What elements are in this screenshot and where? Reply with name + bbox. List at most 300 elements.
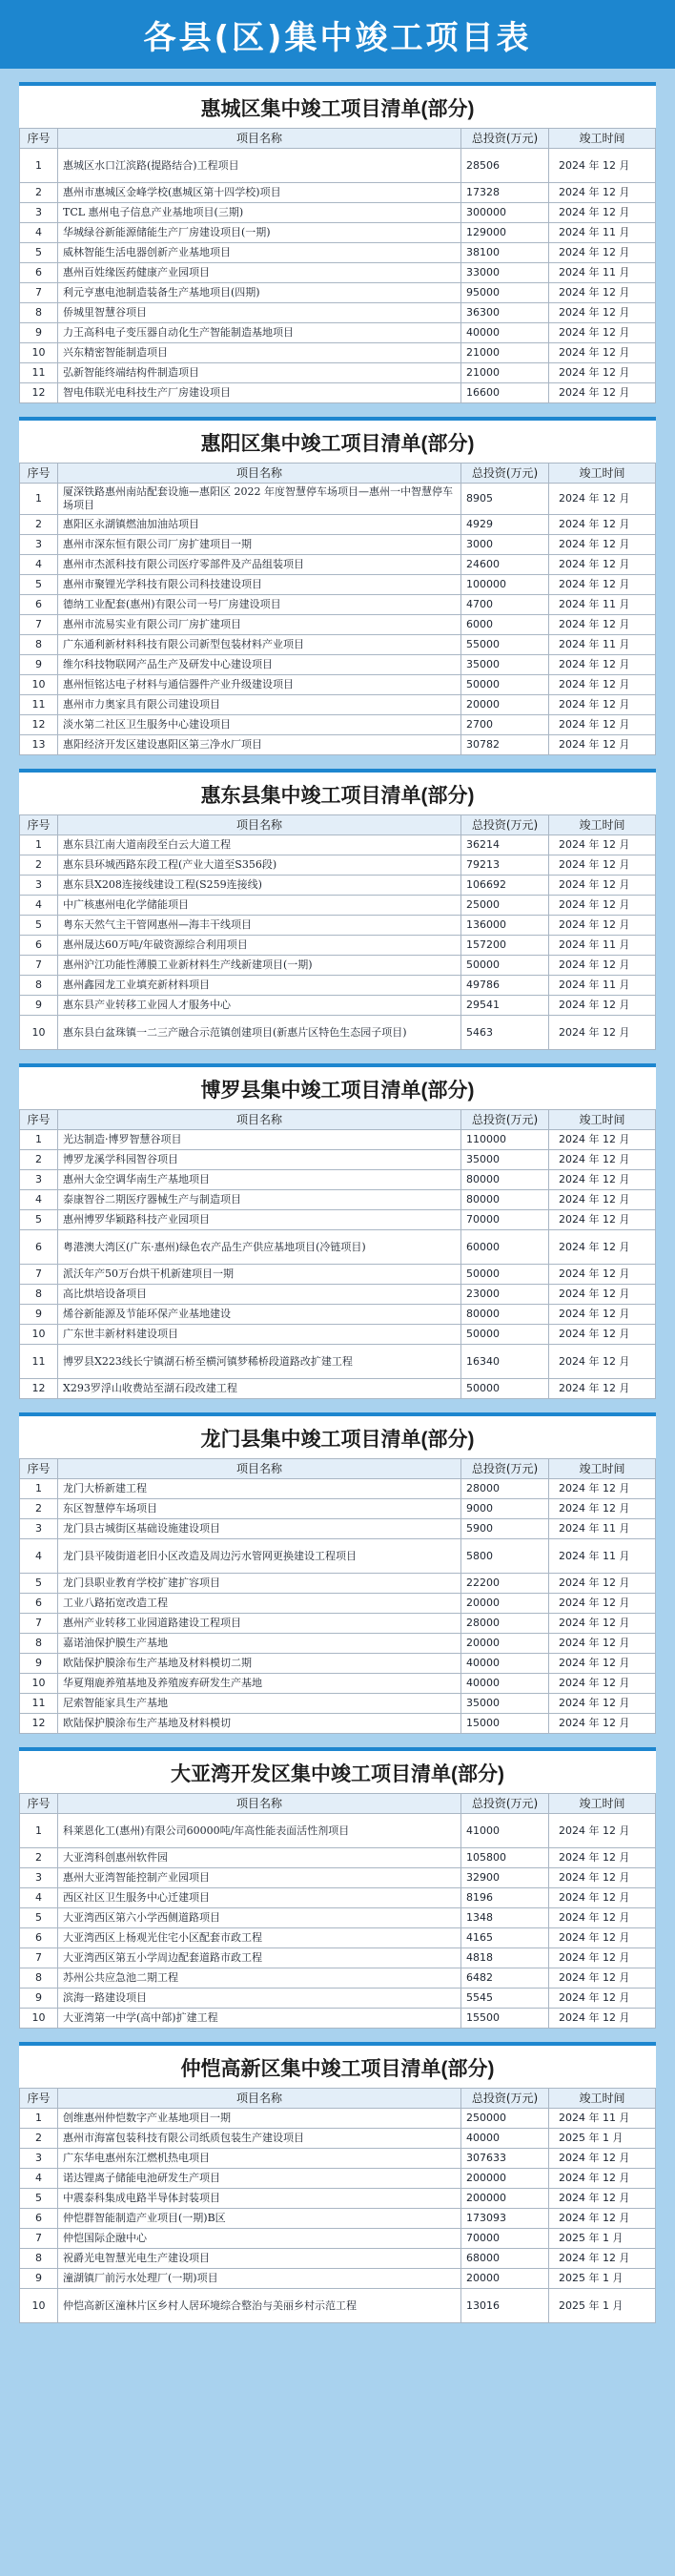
investment-amount: 50000 xyxy=(461,1379,549,1399)
investment-amount: 35000 xyxy=(461,655,549,675)
table-row xyxy=(20,2009,656,2029)
investment-amount: 36214 xyxy=(461,835,549,855)
column-header-investment-amount: 总投资(万元) xyxy=(461,464,549,484)
section-title: 大亚湾开发区集中竣工项目清单(部分) xyxy=(171,1763,504,1785)
project-table xyxy=(19,463,656,755)
section-card xyxy=(19,82,656,403)
completion-date: 2024 年 11 月 xyxy=(549,1539,656,1574)
row-index: 2 xyxy=(20,855,58,876)
completion-date: 2024 年 12 月 xyxy=(549,655,656,675)
completion-date: 2024 年 12 月 xyxy=(549,715,656,735)
completion-date: 2024 年 12 月 xyxy=(549,896,656,916)
section-title: 仲恺高新区集中竣工项目清单(部分) xyxy=(180,2058,495,2080)
table-row xyxy=(20,2249,656,2269)
table-row xyxy=(20,535,656,555)
section-title: 惠阳区集中竣工项目清单(部分) xyxy=(200,433,475,455)
row-index: 9 xyxy=(20,1305,58,1325)
column-header-completion-date: 竣工时间 xyxy=(549,464,656,484)
investment-amount: 6000 xyxy=(461,615,549,635)
investment-amount: 5463 xyxy=(461,1016,549,1050)
completion-date: 2024 年 12 月 xyxy=(549,855,656,876)
project-name: 大亚湾西区第六小学西侧道路项目 xyxy=(58,1908,461,1928)
project-name: 惠州市惠城区金峰学校(惠城区第十四学校)项目 xyxy=(58,183,461,203)
investment-amount: 25000 xyxy=(461,896,549,916)
investment-amount: 95000 xyxy=(461,283,549,303)
column-header-project-name: 项目名称 xyxy=(58,1459,461,1479)
investment-amount: 5800 xyxy=(461,1539,549,1574)
project-name: 仲恺国际企融中心 xyxy=(58,2229,461,2249)
table-row xyxy=(20,223,656,243)
investment-amount: 110000 xyxy=(461,1130,549,1150)
investment-amount: 8196 xyxy=(461,1888,549,1908)
row-index: 9 xyxy=(20,996,58,1016)
completion-date: 2025 年 1 月 xyxy=(549,2269,656,2289)
project-table xyxy=(19,1109,656,1399)
investment-amount: 6482 xyxy=(461,1968,549,1989)
table-row xyxy=(20,515,656,535)
table-row xyxy=(20,655,656,675)
project-name: 龙门县职业教育学校扩建扩容项目 xyxy=(58,1574,461,1594)
column-header-completion-date: 竣工时间 xyxy=(549,815,656,835)
completion-date: 2024 年 12 月 xyxy=(549,1130,656,1150)
table-row xyxy=(20,283,656,303)
completion-date: 2024 年 12 月 xyxy=(549,695,656,715)
table-row xyxy=(20,149,656,183)
project-name: 工业八路拓宽改造工程 xyxy=(58,1594,461,1614)
completion-date: 2024 年 12 月 xyxy=(549,956,656,976)
project-name: 惠州市海富包装科技有限公司纸质包装生产建设项目 xyxy=(58,2129,461,2149)
completion-date: 2024 年 12 月 xyxy=(549,1714,656,1734)
investment-amount: 100000 xyxy=(461,575,549,595)
completion-date: 2024 年 12 月 xyxy=(549,1614,656,1634)
completion-date: 2024 年 11 月 xyxy=(549,635,656,655)
row-index: 3 xyxy=(20,203,58,223)
completion-date: 2024 年 12 月 xyxy=(549,1016,656,1050)
project-name: 惠阳区永湖镇燃油加油站项目 xyxy=(58,515,461,535)
completion-date: 2024 年 12 月 xyxy=(549,203,656,223)
row-index: 4 xyxy=(20,555,58,575)
investment-amount: 35000 xyxy=(461,1694,549,1714)
completion-date: 2024 年 12 月 xyxy=(549,1654,656,1674)
row-index: 5 xyxy=(20,243,58,263)
row-index: 4 xyxy=(20,223,58,243)
table-row xyxy=(20,896,656,916)
table-row xyxy=(20,1016,656,1050)
row-index: 13 xyxy=(20,735,58,755)
completion-date: 2024 年 12 月 xyxy=(549,1479,656,1499)
investment-amount: 9000 xyxy=(461,1499,549,1519)
investment-amount: 129000 xyxy=(461,223,549,243)
row-index: 3 xyxy=(20,1519,58,1539)
project-name: 惠州沪江功能性薄膜工业新材料生产线新建项目(一期) xyxy=(58,956,461,976)
table-row xyxy=(20,1714,656,1734)
completion-date: 2024 年 12 月 xyxy=(549,2189,656,2209)
completion-date: 2024 年 12 月 xyxy=(549,515,656,535)
investment-amount: 60000 xyxy=(461,1230,549,1265)
sections-container xyxy=(0,82,675,2323)
completion-date: 2024 年 12 月 xyxy=(549,835,656,855)
table-row xyxy=(20,1928,656,1948)
row-index: 8 xyxy=(20,976,58,996)
investment-amount: 5900 xyxy=(461,1519,549,1539)
table-row xyxy=(20,1948,656,1968)
row-index: 5 xyxy=(20,1210,58,1230)
section-card xyxy=(19,2042,656,2323)
completion-date: 2024 年 12 月 xyxy=(549,363,656,383)
investment-amount: 80000 xyxy=(461,1170,549,1190)
table-row xyxy=(20,303,656,323)
investment-amount: 4929 xyxy=(461,515,549,535)
investment-amount: 21000 xyxy=(461,343,549,363)
completion-date: 2024 年 12 月 xyxy=(549,1150,656,1170)
project-name: 惠州博罗华颖路科技产业园项目 xyxy=(58,1210,461,1230)
investment-amount: 32900 xyxy=(461,1868,549,1888)
row-index: 7 xyxy=(20,1614,58,1634)
project-name: 科莱恩化工(惠州)有限公司60000吨/年高性能表面活性剂项目 xyxy=(58,1814,461,1848)
table-row xyxy=(20,1888,656,1908)
row-index: 2 xyxy=(20,515,58,535)
column-header-row-index: 序号 xyxy=(20,815,58,835)
table-row xyxy=(20,575,656,595)
project-name: 智电伟联光电科技生产厂房建设项目 xyxy=(58,383,461,403)
column-header-row-index: 序号 xyxy=(20,464,58,484)
investment-amount: 300000 xyxy=(461,203,549,223)
section-card xyxy=(19,1412,656,1734)
row-index: 10 xyxy=(20,1674,58,1694)
investment-amount: 307633 xyxy=(461,2149,549,2169)
completion-date: 2025 年 1 月 xyxy=(549,2129,656,2149)
completion-date: 2024 年 12 月 xyxy=(549,1230,656,1265)
column-header-investment-amount: 总投资(万元) xyxy=(461,1794,549,1814)
project-name: 泰康智谷二期医疗器械生产与制造项目 xyxy=(58,1190,461,1210)
table-row xyxy=(20,1499,656,1519)
column-header-row-index: 序号 xyxy=(20,129,58,149)
table-row xyxy=(20,595,656,615)
table-header-row xyxy=(20,464,656,484)
row-index: 10 xyxy=(20,1016,58,1050)
table-row xyxy=(20,1170,656,1190)
project-name: 兴东精密智能制造项目 xyxy=(58,343,461,363)
completion-date: 2024 年 11 月 xyxy=(549,976,656,996)
completion-date: 2024 年 12 月 xyxy=(549,303,656,323)
investment-amount: 157200 xyxy=(461,936,549,956)
investment-amount: 33000 xyxy=(461,263,549,283)
completion-date: 2024 年 12 月 xyxy=(549,243,656,263)
table-header-row xyxy=(20,1459,656,1479)
table-row xyxy=(20,263,656,283)
project-name: 惠州市聚锂光学科技有限公司科技建设项目 xyxy=(58,575,461,595)
completion-date: 2024 年 12 月 xyxy=(549,2169,656,2189)
row-index: 7 xyxy=(20,1265,58,1285)
project-name: 惠州大金空调华南生产基地项目 xyxy=(58,1170,461,1190)
row-index: 7 xyxy=(20,615,58,635)
completion-date: 2024 年 12 月 xyxy=(549,1285,656,1305)
table-row xyxy=(20,203,656,223)
column-header-completion-date: 竣工时间 xyxy=(549,2089,656,2109)
investment-amount: 79213 xyxy=(461,855,549,876)
section-card xyxy=(19,1063,656,1399)
project-name: 厦深铁路惠州南站配套设施—惠阳区 2022 年度智慧停车场项目—惠州一中智慧停车场项目 xyxy=(58,484,461,515)
row-index: 12 xyxy=(20,1714,58,1734)
project-name: 龙门大桥新建工程 xyxy=(58,1479,461,1499)
project-name: 惠州大亚湾智能控制产业园项目 xyxy=(58,1868,461,1888)
row-index: 4 xyxy=(20,1888,58,1908)
project-name: TCL 惠州电子信息产业基地项目(三期) xyxy=(58,203,461,223)
completion-date: 2024 年 12 月 xyxy=(549,1848,656,1868)
table-row xyxy=(20,1190,656,1210)
column-header-completion-date: 竣工时间 xyxy=(549,1459,656,1479)
completion-date: 2025 年 1 月 xyxy=(549,2229,656,2249)
completion-date: 2024 年 12 月 xyxy=(549,1305,656,1325)
completion-date: 2024 年 12 月 xyxy=(549,2009,656,2029)
section-title: 惠城区集中竣工项目清单(部分) xyxy=(200,98,475,120)
table-row xyxy=(20,1285,656,1305)
row-index: 12 xyxy=(20,1379,58,1399)
table-row xyxy=(20,695,656,715)
table-header-row xyxy=(20,2089,656,2109)
completion-date: 2024 年 11 月 xyxy=(549,2109,656,2129)
row-index: 1 xyxy=(20,835,58,855)
completion-date: 2024 年 12 月 xyxy=(549,1674,656,1694)
project-name: 博罗龙溪学科园智谷项目 xyxy=(58,1150,461,1170)
project-name: 龙门县平陵街道老旧小区改造及周边污水管网更换建设工程项目 xyxy=(58,1539,461,1574)
row-index: 8 xyxy=(20,1634,58,1654)
table-row xyxy=(20,1814,656,1848)
investment-amount: 173093 xyxy=(461,2209,549,2229)
row-index: 2 xyxy=(20,1150,58,1170)
completion-date: 2024 年 12 月 xyxy=(549,1594,656,1614)
table-row xyxy=(20,1230,656,1265)
row-index: 12 xyxy=(20,715,58,735)
row-index: 9 xyxy=(20,1654,58,1674)
table-row xyxy=(20,996,656,1016)
project-table xyxy=(19,2088,656,2323)
investment-amount: 80000 xyxy=(461,1190,549,1210)
table-row xyxy=(20,835,656,855)
row-index: 6 xyxy=(20,263,58,283)
investment-amount: 16340 xyxy=(461,1345,549,1379)
table-row xyxy=(20,1634,656,1654)
investment-amount: 35000 xyxy=(461,1150,549,1170)
investment-amount: 106692 xyxy=(461,876,549,896)
table-row xyxy=(20,555,656,575)
row-index: 1 xyxy=(20,1130,58,1150)
table-row xyxy=(20,2289,656,2323)
project-name: 光达制造·博罗智慧谷项目 xyxy=(58,1130,461,1150)
project-name: 惠东县环城西路东段工程(产业大道至S356段) xyxy=(58,855,461,876)
investment-amount: 36300 xyxy=(461,303,549,323)
row-index: 3 xyxy=(20,2149,58,2169)
table-row xyxy=(20,1345,656,1379)
completion-date: 2024 年 12 月 xyxy=(549,1888,656,1908)
table-row xyxy=(20,976,656,996)
project-table xyxy=(19,1458,656,1734)
row-index: 3 xyxy=(20,1868,58,1888)
completion-date: 2024 年 12 月 xyxy=(549,876,656,896)
table-row xyxy=(20,876,656,896)
row-index: 2 xyxy=(20,1848,58,1868)
investment-amount: 21000 xyxy=(461,363,549,383)
project-name: 派沃年产50万台烘干机新建项目一期 xyxy=(58,1265,461,1285)
row-index: 8 xyxy=(20,2249,58,2269)
project-name: 大亚湾科创惠州软件园 xyxy=(58,1848,461,1868)
investment-amount: 70000 xyxy=(461,1210,549,1230)
section-title: 惠东县集中竣工项目清单(部分) xyxy=(200,785,475,807)
table-row xyxy=(20,2269,656,2289)
investment-amount: 68000 xyxy=(461,2249,549,2269)
completion-date: 2024 年 12 月 xyxy=(549,1868,656,1888)
investment-amount: 20000 xyxy=(461,1594,549,1614)
column-header-completion-date: 竣工时间 xyxy=(549,1794,656,1814)
row-index: 3 xyxy=(20,1170,58,1190)
row-index: 10 xyxy=(20,2289,58,2323)
table-row xyxy=(20,956,656,976)
investment-amount: 41000 xyxy=(461,1814,549,1848)
column-header-investment-amount: 总投资(万元) xyxy=(461,1459,549,1479)
table-row xyxy=(20,936,656,956)
table-row xyxy=(20,363,656,383)
investment-amount: 136000 xyxy=(461,916,549,936)
completion-date: 2024 年 12 月 xyxy=(549,1989,656,2009)
row-index: 9 xyxy=(20,1989,58,2009)
project-name: 粤港澳大湾区(广东·惠州)绿色农产品生产供应基地项目(冷链项目) xyxy=(58,1230,461,1265)
investment-amount: 40000 xyxy=(461,1674,549,1694)
row-index: 6 xyxy=(20,1230,58,1265)
row-index: 2 xyxy=(20,183,58,203)
completion-date: 2024 年 12 月 xyxy=(549,1210,656,1230)
table-row xyxy=(20,1594,656,1614)
table-row xyxy=(20,855,656,876)
table-row xyxy=(20,1210,656,1230)
project-name: 惠州鑫园龙工业填充新材料项目 xyxy=(58,976,461,996)
project-name: 高比烘培设备项目 xyxy=(58,1285,461,1305)
row-index: 1 xyxy=(20,2109,58,2129)
section-card xyxy=(19,769,656,1050)
project-name: 维尔科技物联网产品生产及研发中心建设项目 xyxy=(58,655,461,675)
row-index: 10 xyxy=(20,343,58,363)
completion-date: 2024 年 12 月 xyxy=(549,1499,656,1519)
completion-date: 2024 年 12 月 xyxy=(549,283,656,303)
row-index: 6 xyxy=(20,1594,58,1614)
row-index: 9 xyxy=(20,655,58,675)
investment-amount: 49786 xyxy=(461,976,549,996)
investment-amount: 38100 xyxy=(461,243,549,263)
row-index: 8 xyxy=(20,635,58,655)
table-row xyxy=(20,675,656,695)
completion-date: 2024 年 11 月 xyxy=(549,263,656,283)
row-index: 11 xyxy=(20,1345,58,1379)
row-index: 4 xyxy=(20,1190,58,1210)
investment-amount: 29541 xyxy=(461,996,549,1016)
column-header-completion-date: 竣工时间 xyxy=(549,1110,656,1130)
completion-date: 2024 年 12 月 xyxy=(549,996,656,1016)
column-header-project-name: 项目名称 xyxy=(58,2089,461,2109)
completion-date: 2024 年 12 月 xyxy=(549,1948,656,1968)
column-header-investment-amount: 总投资(万元) xyxy=(461,129,549,149)
row-index: 7 xyxy=(20,283,58,303)
row-index: 8 xyxy=(20,303,58,323)
section-title: 博罗县集中竣工项目清单(部分) xyxy=(200,1080,475,1102)
completion-date: 2024 年 12 月 xyxy=(549,555,656,575)
row-index: 4 xyxy=(20,1539,58,1574)
project-name: 惠东县产业转移工业园人才服务中心 xyxy=(58,996,461,1016)
investment-amount: 50000 xyxy=(461,956,549,976)
project-name: 仲恺群智能制造产业项目(一期)B区 xyxy=(58,2209,461,2229)
table-row xyxy=(20,1150,656,1170)
project-name: 东区智慧停车场项目 xyxy=(58,1499,461,1519)
completion-date: 2024 年 12 月 xyxy=(549,916,656,936)
row-index: 5 xyxy=(20,2189,58,2209)
row-index: 11 xyxy=(20,695,58,715)
row-index: 4 xyxy=(20,2169,58,2189)
table-row xyxy=(20,1519,656,1539)
row-index: 1 xyxy=(20,1479,58,1499)
completion-date: 2024 年 11 月 xyxy=(549,936,656,956)
project-name: 力王高科电子变压器自动化生产智能制造基地项目 xyxy=(58,323,461,343)
investment-amount: 15000 xyxy=(461,1714,549,1734)
completion-date: 2024 年 12 月 xyxy=(549,2209,656,2229)
row-index: 5 xyxy=(20,916,58,936)
project-name: 诺达锂离子储能电池研发生产项目 xyxy=(58,2169,461,2189)
project-table xyxy=(19,1793,656,2029)
completion-date: 2024 年 12 月 xyxy=(549,615,656,635)
investment-amount: 23000 xyxy=(461,1285,549,1305)
project-name: 龙门县古城街区基础设施建设项目 xyxy=(58,1519,461,1539)
completion-date: 2024 年 12 月 xyxy=(549,484,656,515)
investment-amount: 40000 xyxy=(461,323,549,343)
project-name: 惠州恒铭达电子材料与通信器件产业升级建设项目 xyxy=(58,675,461,695)
table-row xyxy=(20,1674,656,1694)
completion-date: 2024 年 12 月 xyxy=(549,535,656,555)
table-row xyxy=(20,1614,656,1634)
table-row xyxy=(20,1574,656,1594)
completion-date: 2024 年 12 月 xyxy=(549,1814,656,1848)
investment-amount: 105800 xyxy=(461,1848,549,1868)
project-name: 欧陆保护膜涂布生产基地及材料模切 xyxy=(58,1714,461,1734)
row-index: 1 xyxy=(20,1814,58,1848)
column-header-row-index: 序号 xyxy=(20,1794,58,1814)
row-index: 6 xyxy=(20,1928,58,1948)
project-table xyxy=(19,128,656,403)
project-table xyxy=(19,814,656,1050)
column-header-investment-amount: 总投资(万元) xyxy=(461,1110,549,1130)
table-header-row xyxy=(20,1110,656,1130)
completion-date: 2024 年 12 月 xyxy=(549,1325,656,1345)
table-row xyxy=(20,2169,656,2189)
project-name: 欧陆保护膜涂布生产基地及材料模切二期 xyxy=(58,1654,461,1674)
investment-amount: 24600 xyxy=(461,555,549,575)
column-header-project-name: 项目名称 xyxy=(58,815,461,835)
row-index: 1 xyxy=(20,484,58,515)
column-header-completion-date: 竣工时间 xyxy=(549,129,656,149)
completion-date: 2024 年 11 月 xyxy=(549,595,656,615)
project-name: 惠州市力奥家具有限公司建设项目 xyxy=(58,695,461,715)
investment-amount: 20000 xyxy=(461,2269,549,2289)
completion-date: 2024 年 12 月 xyxy=(549,1928,656,1948)
project-name: 广东华电惠州东江燃机热电项目 xyxy=(58,2149,461,2169)
column-header-row-index: 序号 xyxy=(20,1459,58,1479)
row-index: 2 xyxy=(20,1499,58,1519)
project-name: 弘新智能终端结构件制造项目 xyxy=(58,363,461,383)
row-index: 11 xyxy=(20,363,58,383)
project-name: 德纳工业配套(惠州)有限公司一号厂房建设项目 xyxy=(58,595,461,615)
project-name: 大亚湾第一中学(高中部)扩建工程 xyxy=(58,2009,461,2029)
table-row xyxy=(20,1989,656,2009)
project-name: 华城绿谷新能源储能生产厂房建设项目(一期) xyxy=(58,223,461,243)
row-index: 12 xyxy=(20,383,58,403)
completion-date: 2024 年 12 月 xyxy=(549,1190,656,1210)
project-name: 仲恺高新区潼林片区乡村人居环境综合整治与美丽乡村示范工程 xyxy=(58,2289,461,2323)
